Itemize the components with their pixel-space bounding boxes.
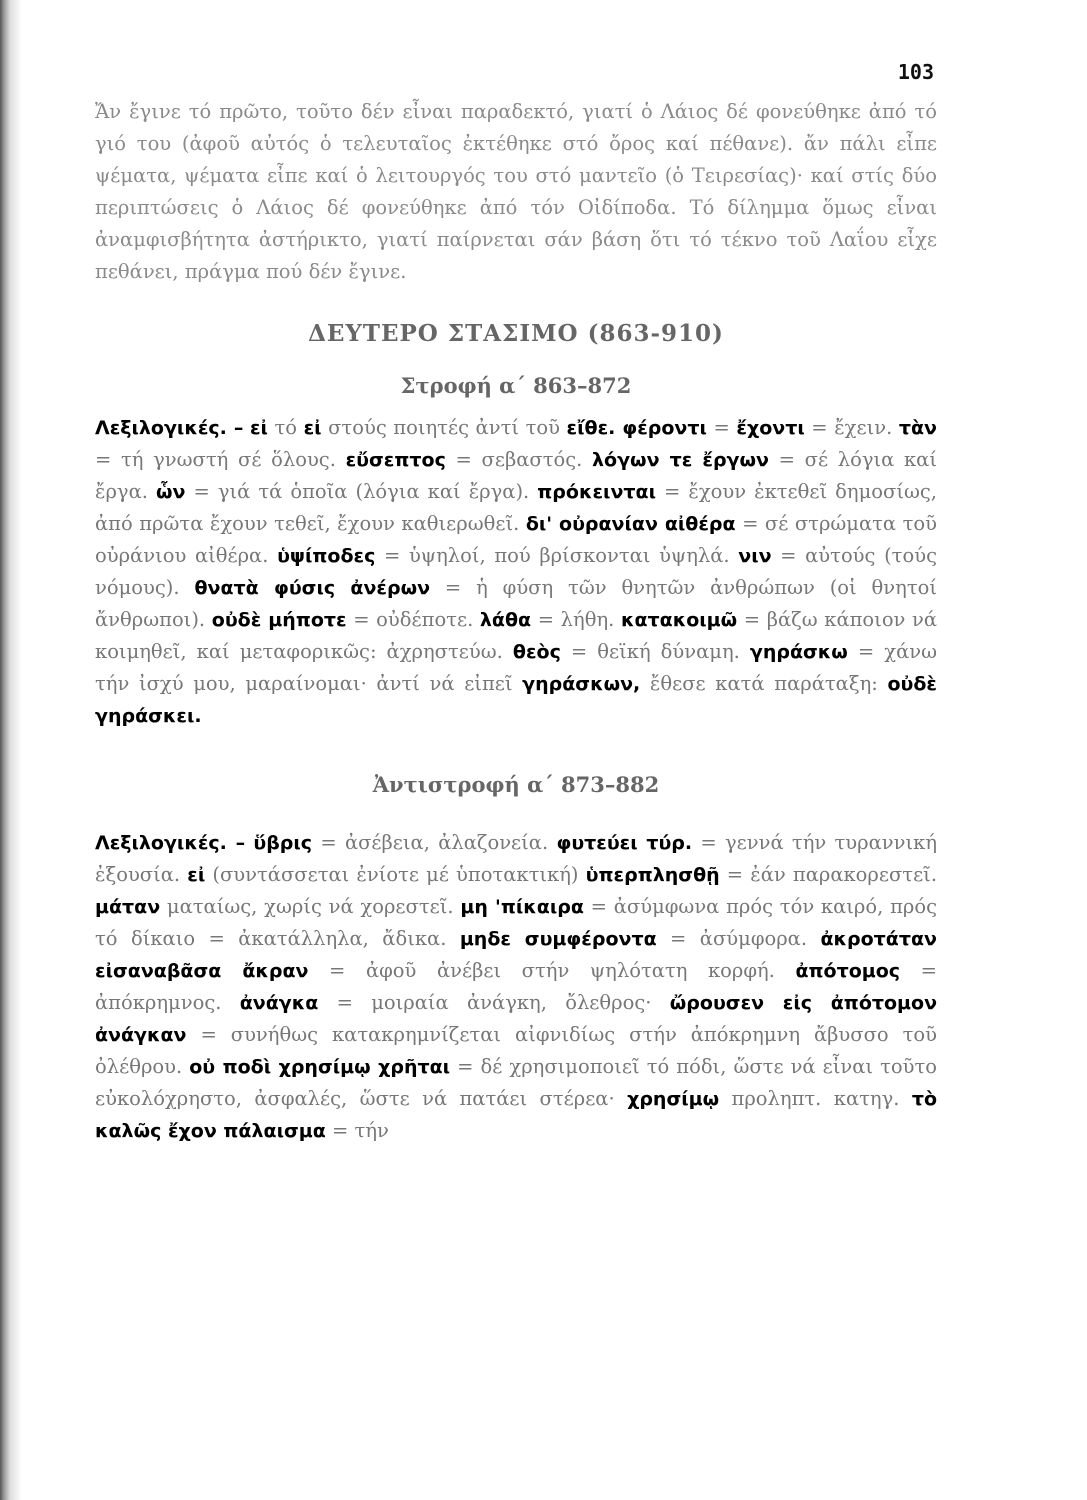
- glossary-definition: (συντάσσεται ἐνίοτε μέ ὑποτακτική): [212, 863, 579, 886]
- glossary-term: οὐδὲ γηράσκει.: [95, 673, 937, 727]
- glossary-definition: = δέ χρησιμοποιεῖ τό πόδι, ὥστε νά εἶναι τοῦτο εὐκολόχρηστο, ἀσφαλές, ὥστε νά πατάει στέρεα·: [95, 1055, 938, 1110]
- glossary-definition: = τή γνωστή σέ ὅλους.: [95, 448, 336, 471]
- glossary-definition: = οὐδέποτε.: [353, 608, 474, 631]
- glossary-definition: = ἀσύμφωνα πρός τόν καιρό, πρός τό δίκαιο = ἀκατάλληλα, ἄδικα.: [95, 895, 938, 950]
- glossary-term: εἴθε. φέροντι: [566, 417, 707, 439]
- glossary-definition: = ὑψηλοί, πού βρίσκονται ὑψηλά.: [383, 544, 730, 567]
- page-number: 103: [897, 60, 934, 84]
- glossary-definition: = τήν: [332, 1119, 389, 1142]
- glossary-definition: = γιά τά ὁποῖα (λόγια καί ἔργα).: [193, 480, 530, 503]
- glossary-definition: στούς ποιητές ἀντί τοῦ: [328, 416, 560, 439]
- glossary-term: ὕβρις: [253, 832, 313, 854]
- glossary-term: ὤρουσεν εἰς ἀπότομον ἀνάγκαν: [95, 992, 938, 1046]
- glossary-definition: = γεννά τήν τυραννική ἐξουσία.: [95, 831, 938, 886]
- glossary-definition: = βάζω κάποιον νά κοιμηθεῖ, καί μεταφορικῶς: ἀχρηστεύω.: [95, 608, 938, 663]
- glossary-term: ὧν: [155, 481, 186, 503]
- antistrophe-title: Ἀντιστροφή α΄ 873–882: [372, 772, 660, 797]
- glossary-definition: = σεβαστός.: [455, 448, 583, 471]
- glossary-term: ἔχοντι: [736, 417, 805, 439]
- glossary-label: Λεξιλογικές. –: [95, 832, 246, 854]
- glossary-term: ἀπότομος: [795, 960, 901, 982]
- glossary-definition: = μοιραία ἀνάγκη, ὄλεθρος·: [336, 991, 652, 1014]
- antistrophe-glossary: [95, 827, 937, 1147]
- glossary-definition: ἔθεσε κατά παράταξη:: [649, 672, 878, 695]
- page-content: [95, 96, 937, 1147]
- glossary-term: φυτεύει τύρ.: [556, 832, 693, 854]
- glossary-term: δι' οὐρανίαν αἰθέρα: [525, 513, 736, 535]
- glossary-term: λάθα: [479, 609, 532, 631]
- strophe-glossary: [95, 412, 937, 732]
- glossary-term: γηράσκω: [749, 641, 848, 663]
- glossary-term: ὑψίποδες: [277, 545, 376, 567]
- strophe-entries: [95, 416, 937, 727]
- glossary-term: ἀκροτάταν εἰσαναβᾶσα ἄκραν: [95, 928, 937, 982]
- glossary-term: μάταν: [95, 896, 161, 918]
- page-binding-shadow: [0, 0, 22, 1500]
- section-title: ΔΕΥΤΕΡΟ ΣΤΑΣΙΜΟ (863-910): [308, 320, 724, 347]
- glossary-term: πρόκεινται: [537, 481, 656, 503]
- glossary-term: εὔσεπτος: [345, 449, 446, 471]
- antistrophe-entries: [95, 831, 937, 1142]
- glossary-definition: τό: [274, 416, 298, 439]
- glossary-term: γηράσκων,: [522, 673, 641, 695]
- glossary-term: χρησίμῳ: [627, 1088, 720, 1110]
- intro-paragraph: Ἄν ἔγινε τό πρῶτο, τοῦτο δέν εἶναι παραδεκτό, γιατί ὁ Λάιος δέ φονεύθηκε ἀπό τό γιό του (ἀφοῦ αὐτός ὁ τελευταῖος ἐκτέθηκε στό ὄρος καί πέθανε). ἄν πάλι εἶπε ψέματα, ψέματα εἶπε καί ὁ λειτουργός του στό μαντεῖο (ὁ Τειρεσίας)· καί στίς δύο περιπτώσεις ὁ Λάιος δέ φονεύθηκε ἀπό τόν Οἰδίποδα. Τό δίλημμα ὅμως εἶναι ἀναμφισβήτητα ἀστήρικτο, γιατί παίρνεται σάν βάση ὅτι τό τέκνο τοῦ Λαΐου εἶχε πεθάνει, πράγμα πού δέν ἔγινε.: [95, 100, 937, 283]
- glossary-term: ἀνάγκα: [239, 992, 319, 1014]
- glossary-term: θεὸς: [512, 641, 561, 663]
- glossary-definition: = σέ λόγια καί ἔργα.: [95, 448, 937, 503]
- glossary-term: θνατὰ φύσις ἀνέρων: [194, 577, 431, 599]
- glossary-term: εἰ: [249, 417, 268, 439]
- glossary-definition: = ἀπόκρημνος.: [95, 959, 937, 1014]
- glossary-definition: = θεϊκή δύναμη.: [570, 640, 740, 663]
- glossary-definition: ματαίως, χωρίς νά χορεστεῖ.: [166, 895, 454, 918]
- glossary-term: τὸ καλῶς ἔχον πάλαισμα: [95, 1088, 937, 1142]
- strophe-title: Στροφή α΄ 863–872: [400, 373, 632, 398]
- glossary-definition: = ἐάν παρακορεστεῖ.: [726, 863, 938, 886]
- glossary-definition: = ἀσέβεια, ἀλαζονεία.: [320, 831, 549, 854]
- glossary-term: λόγων τε ἔργων: [592, 449, 769, 471]
- glossary-term: εἰ: [187, 864, 206, 886]
- glossary-definition: = ἔχουν ἐκτεθεῖ δημοσίως, ἀπό πρῶτα ἔχουν τεθεῖ, ἔχουν καθιερωθεῖ.: [95, 480, 937, 535]
- glossary-term: ὑπερπλησθῇ: [585, 864, 720, 886]
- glossary-label: Λεξιλογικές. –: [95, 417, 244, 439]
- glossary-term: οὐδὲ μήποτε: [211, 609, 347, 631]
- glossary-term: κατακοιμῶ: [620, 609, 738, 631]
- glossary-definition: = χάνω τήν ἰσχύ μου, μαραίνομαι· ἀντί νά εἰπεῖ: [95, 640, 937, 695]
- glossary-definition: = σέ στρώματα τοῦ οὐράνιου αἰθέρα.: [95, 512, 937, 567]
- glossary-term: μηδε συμφέροντα: [459, 928, 657, 950]
- glossary-definition: =: [713, 416, 730, 439]
- glossary-definition: = αὐτούς (τούς νόμους).: [95, 544, 937, 599]
- glossary-definition: = λήθη.: [537, 608, 615, 631]
- glossary-term: εἰ: [303, 417, 322, 439]
- glossary-term: μη 'πίκαιρα: [460, 896, 584, 918]
- glossary-term: οὐ ποδὶ χρησίμῳ χρῆται: [189, 1056, 451, 1078]
- glossary-definition: = συνήθως κατακρημνίζεται αἰφνιδίως στήν ἀπόκρημνη ἄβυσσο τοῦ ὀλέθρου.: [95, 1023, 937, 1078]
- glossary-term: τὰν: [898, 417, 937, 439]
- glossary-definition: = ἡ φύση τῶν θνητῶν ἀνθρώπων (οἱ θνητοί ἄνθρωποι).: [95, 576, 938, 631]
- glossary-definition: = ἀσύμφορα.: [670, 927, 808, 950]
- glossary-definition: = ἔχειν.: [811, 416, 893, 439]
- glossary-term: νιν: [738, 545, 772, 567]
- glossary-definition: προληπτ. κατηγ.: [731, 1087, 900, 1110]
- glossary-definition: = ἀφοῦ ἀνέβει στήν ψηλότατη κορφή.: [329, 959, 775, 982]
